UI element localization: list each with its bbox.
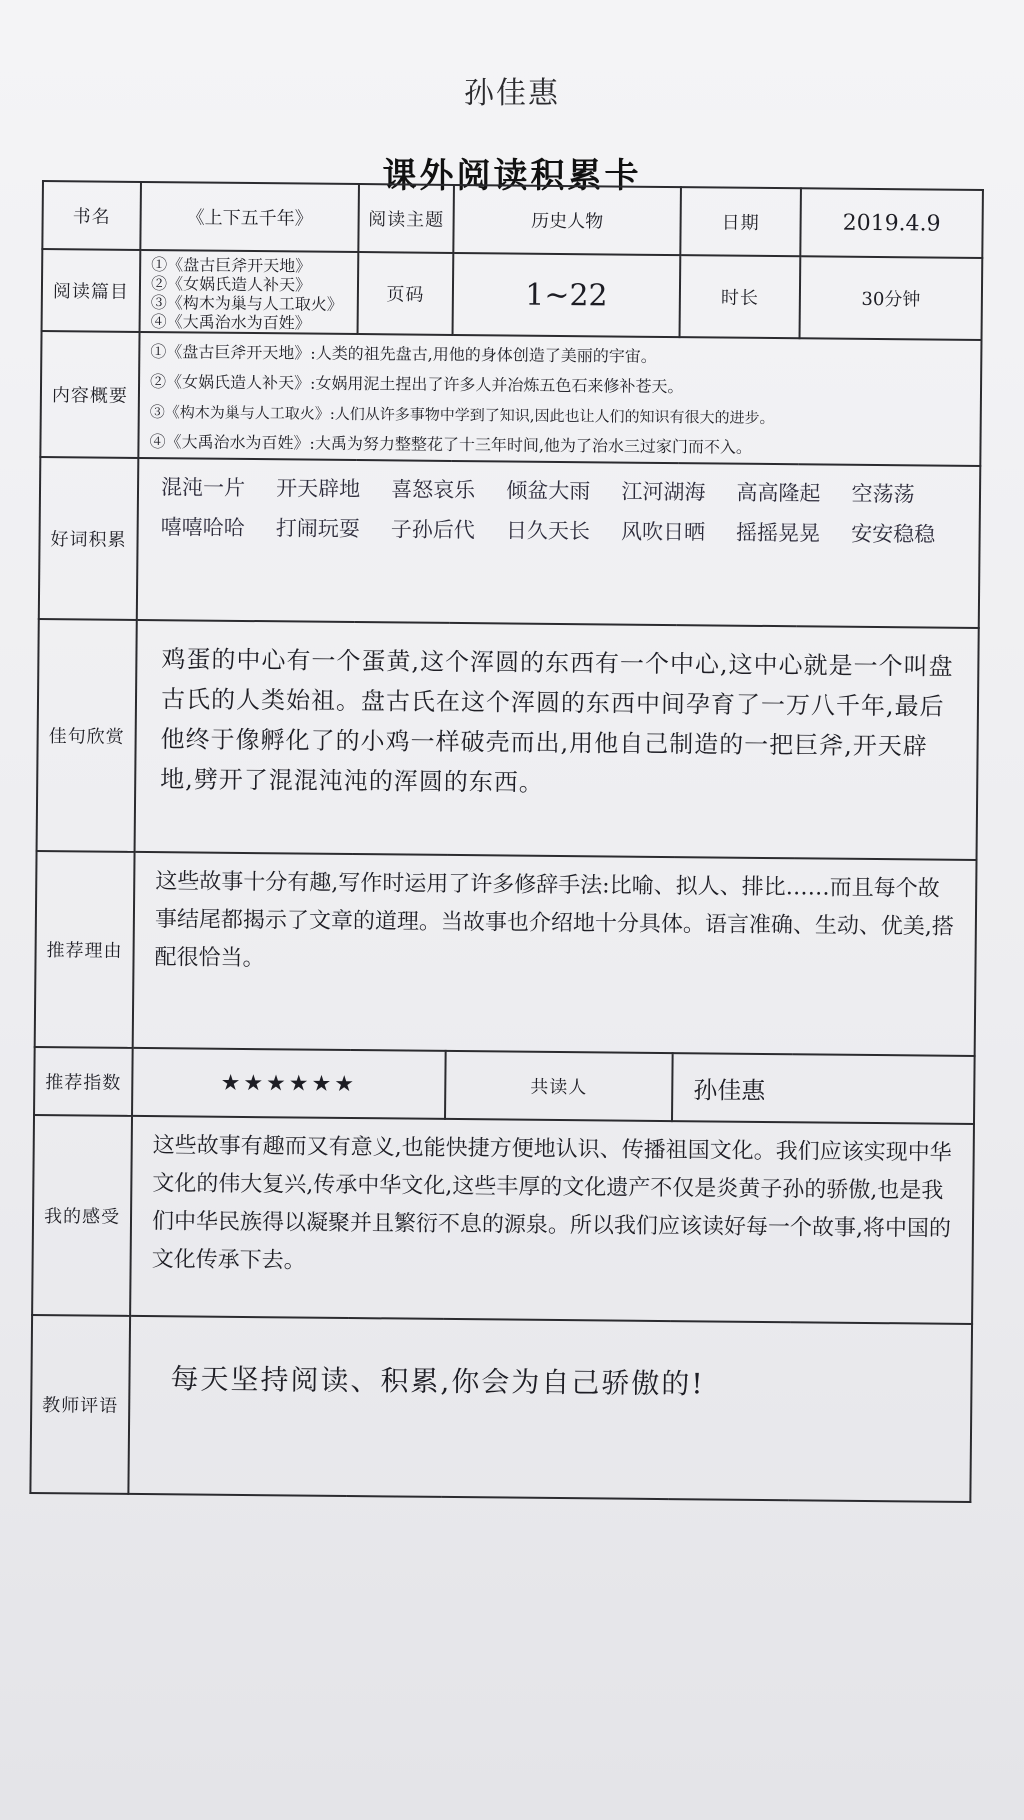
feelings-label: 我的感受	[32, 1115, 132, 1316]
summary-line: ②《女娲氏造人补天》:女娲用泥土捏出了许多人并冶炼五色石来修补苍天。	[149, 372, 684, 397]
summary-content	[138, 332, 981, 466]
chapters-list	[140, 250, 359, 334]
chapter-item: ①《盘古巨斧开天地》	[151, 255, 312, 276]
summary-line: ①《盘古巨斧开天地》:人类的祖先盘古,用他的身体创造了美丽的宇宙。	[150, 342, 657, 366]
reason-row	[35, 851, 977, 1056]
rating-stars: ★★★★★★	[132, 1048, 446, 1119]
co-reader-value: 孙佳惠	[672, 1053, 975, 1124]
word-item: 喜怒哀乐	[391, 477, 476, 503]
chapter-item: ②《女娲氏造人补天》	[150, 274, 312, 295]
chapter-item: ④《大禹治水为百姓》	[150, 312, 311, 333]
summary-label: 内容概要	[40, 331, 139, 458]
duration-value: 30分钟	[800, 256, 983, 340]
feelings-content: 这些故事有趣而又有意义,也能快捷方便地认识、传播祖国文化。我们应该实现中华文化的伟大复兴,传承中华文化,这些丰厚的文化遗产不仅是炎黄子孙的骄傲,也是我们中华民族得以凝聚并且繁衍不息的源泉。所以我们应该读好每一个故事,将中国的文化传承下去。	[130, 1116, 974, 1324]
words-content	[137, 458, 981, 628]
book-value: 《上下五千年》	[140, 182, 359, 252]
rating-row	[34, 1047, 975, 1124]
book-label: 书名	[42, 181, 141, 250]
word-item: 风吹日晒	[620, 519, 706, 545]
rating-label: 推荐指数	[34, 1047, 133, 1116]
reading-card	[28, 180, 981, 1599]
word-item: 子孙后代	[390, 517, 475, 543]
word-item: 开天辟地	[276, 476, 361, 502]
word-item: 打闹玩耍	[275, 516, 360, 542]
duration-label: 时长	[680, 255, 801, 338]
feelings-row	[32, 1115, 974, 1324]
reason-label: 推荐理由	[35, 851, 135, 1048]
pages-label: 页码	[358, 252, 454, 335]
sentences-content: 鸡蛋的中心有一个蛋黄,这个浑圆的东西有一个中心,这中心就是一个叫盘古氏的人类始祖。盘古氏在这个浑圆的东西中间孕育了一万八千年,最后他终于像孵化了的小鸡一样破壳而出,用他自己制造的一把巨斧,开天辟地,劈开了混混沌沌的浑圆的东西。	[135, 620, 979, 860]
word-item: 倾盆大雨	[506, 478, 591, 504]
word-item: 日久天长	[505, 518, 591, 544]
theme-label: 阅读主题	[358, 184, 454, 253]
teacher-row	[30, 1315, 972, 1502]
words-label: 好词积累	[39, 457, 139, 620]
student-name-heading: 孙佳惠	[464, 76, 560, 111]
words-row	[39, 457, 981, 628]
chapter-item: ③《构木为巢与人工取火》	[150, 293, 343, 314]
date-value: 2019.4.9	[800, 188, 983, 258]
summary-row	[40, 331, 981, 466]
sentences-row	[37, 619, 979, 860]
summary-line: ④《大禹治水为百姓》:大禹为努力整整花了十三年时间,他为了治水三过家门而不入。	[149, 432, 753, 457]
word-item: 嘻嘻哈哈	[160, 515, 245, 540]
word-item: 高高隆起	[736, 480, 821, 506]
teacher-comment: 每天坚持阅读、积累,你会为自己骄傲的!	[128, 1316, 972, 1502]
reason-content: 这些故事十分有趣,写作时运用了许多修辞手法:比喻、拟人、排比……而且每个故事结尾都揭示了文章的道理。当故事也介绍地十分具体。语言准确、生动、优美,搭配很恰当。	[133, 852, 977, 1056]
word-item: 混沌一片	[160, 475, 246, 500]
co-reader-label: 共读人	[445, 1051, 673, 1121]
teacher-label: 教师评语	[30, 1315, 130, 1494]
date-label: 日期	[680, 187, 801, 256]
card-title: 课外阅读积累卡	[382, 156, 642, 196]
sentences-label: 佳句欣赏	[37, 619, 137, 852]
word-item: 安安稳稳	[851, 521, 936, 547]
word-item: 空荡荡	[851, 481, 915, 507]
word-item: 摇摇晃晃	[736, 520, 821, 546]
theme-value: 历史人物	[453, 185, 681, 255]
chapters-row	[42, 249, 983, 340]
pages-value: 1~22	[453, 253, 681, 337]
reading-card-table	[29, 180, 984, 1503]
book-row	[42, 181, 983, 258]
chapters-label: 阅读篇目	[42, 249, 141, 332]
summary-line: ③《构木为巢与人工取火》:人们从许多事物中学到了知识,因此也让人们的知识有很大的进步。	[149, 403, 775, 428]
word-item: 江河湖海	[621, 479, 706, 505]
